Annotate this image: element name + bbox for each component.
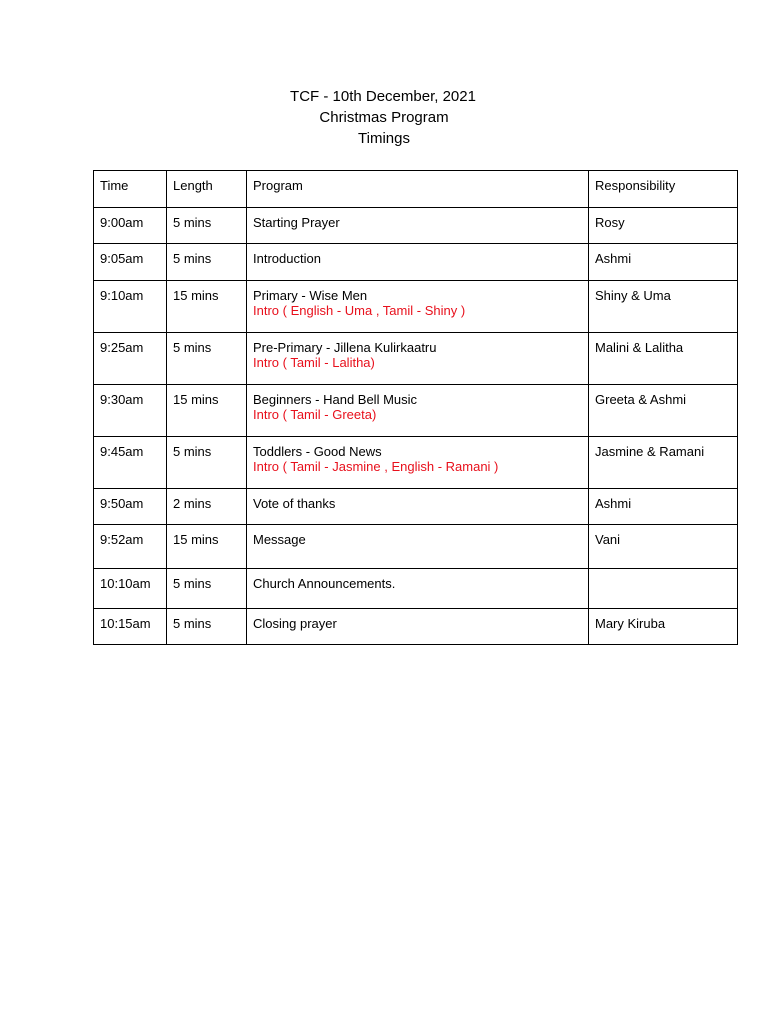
length-cell: 5 mins [167,437,247,489]
table-row [94,489,738,525]
responsibility-cell: Shiny & Uma [589,281,738,333]
responsibility-cell: Greeta & Ashmi [589,385,738,437]
length-cell: 15 mins [167,281,247,333]
program-cell [247,333,589,385]
responsibility-cell: Mary Kiruba [589,609,738,645]
length-cell: 5 mins [167,609,247,645]
responsibility-cell: Rosy [589,208,738,244]
length-cell: 5 mins [167,333,247,385]
responsibility-cell [589,569,738,609]
program-intro: Intro ( Tamil - Jasmine , English - Ramani ) [253,459,499,474]
table-header-row [94,171,738,208]
time-cell: 9:30am [94,385,167,437]
table-row [94,385,738,437]
program-intro: Intro ( English - Uma , Tamil - Shiny ) [253,303,466,318]
length-cell: 5 mins [167,569,247,609]
timings-title: Timings [358,130,410,147]
program-cell [247,437,589,489]
program-name: Starting Prayer [253,215,340,230]
program-name: Primary - Wise Men [253,288,368,303]
table-row [94,333,738,385]
responsibility-cell: Malini & Lalitha [589,333,738,385]
program-cell [247,208,589,244]
time-cell: 9:52am [94,525,167,569]
program-name: Message [253,532,306,547]
time-cell: 9:00am [94,208,167,244]
table-row [94,208,738,244]
program-schedule-table [93,170,738,645]
time-cell: 10:15am [94,609,167,645]
program-name: Toddlers - Good News [253,444,382,459]
program-cell [247,569,589,609]
program-cell [247,525,589,569]
event-title: TCF - 10th December, 2021 [290,88,476,105]
table-row [94,281,738,333]
responsibility-cell: Ashmi [589,244,738,281]
program-intro: Intro ( Tamil - Greeta) [253,407,377,422]
responsibility-cell: Vani [589,525,738,569]
time-cell: 9:50am [94,489,167,525]
length-cell: 5 mins [167,244,247,281]
column-header-program: Program [247,171,589,208]
program-intro: Intro ( Tamil - Lalitha) [253,355,375,370]
table-row [94,609,738,645]
table-row [94,437,738,489]
table-row [94,525,738,569]
time-cell: 9:05am [94,244,167,281]
column-header-time: Time [94,171,167,208]
program-cell [247,244,589,281]
program-name: Introduction [253,251,321,266]
responsibility-cell: Jasmine & Ramani [589,437,738,489]
time-cell: 9:25am [94,333,167,385]
length-cell: 5 mins [167,208,247,244]
program-name: Vote of thanks [253,496,336,511]
program-title: Christmas Program [319,109,449,126]
program-name: Beginners - Hand Bell Music [253,392,418,407]
program-name: Closing prayer [253,616,337,631]
program-name: Church Announcements. [253,576,396,591]
table-row [94,569,738,609]
time-cell: 9:45am [94,437,167,489]
table-row [94,244,738,281]
program-cell [247,489,589,525]
document-title-block [0,86,768,149]
program-cell [247,609,589,645]
length-cell: 2 mins [167,489,247,525]
responsibility-cell: Ashmi [589,489,738,525]
time-cell: 9:10am [94,281,167,333]
column-header-responsibility: Responsibility [589,171,738,208]
program-cell [247,281,589,333]
length-cell: 15 mins [167,525,247,569]
length-cell: 15 mins [167,385,247,437]
time-cell: 10:10am [94,569,167,609]
column-header-length: Length [167,171,247,208]
program-cell [247,385,589,437]
program-name: Pre-Primary - Jillena Kulirkaatru [253,340,437,355]
